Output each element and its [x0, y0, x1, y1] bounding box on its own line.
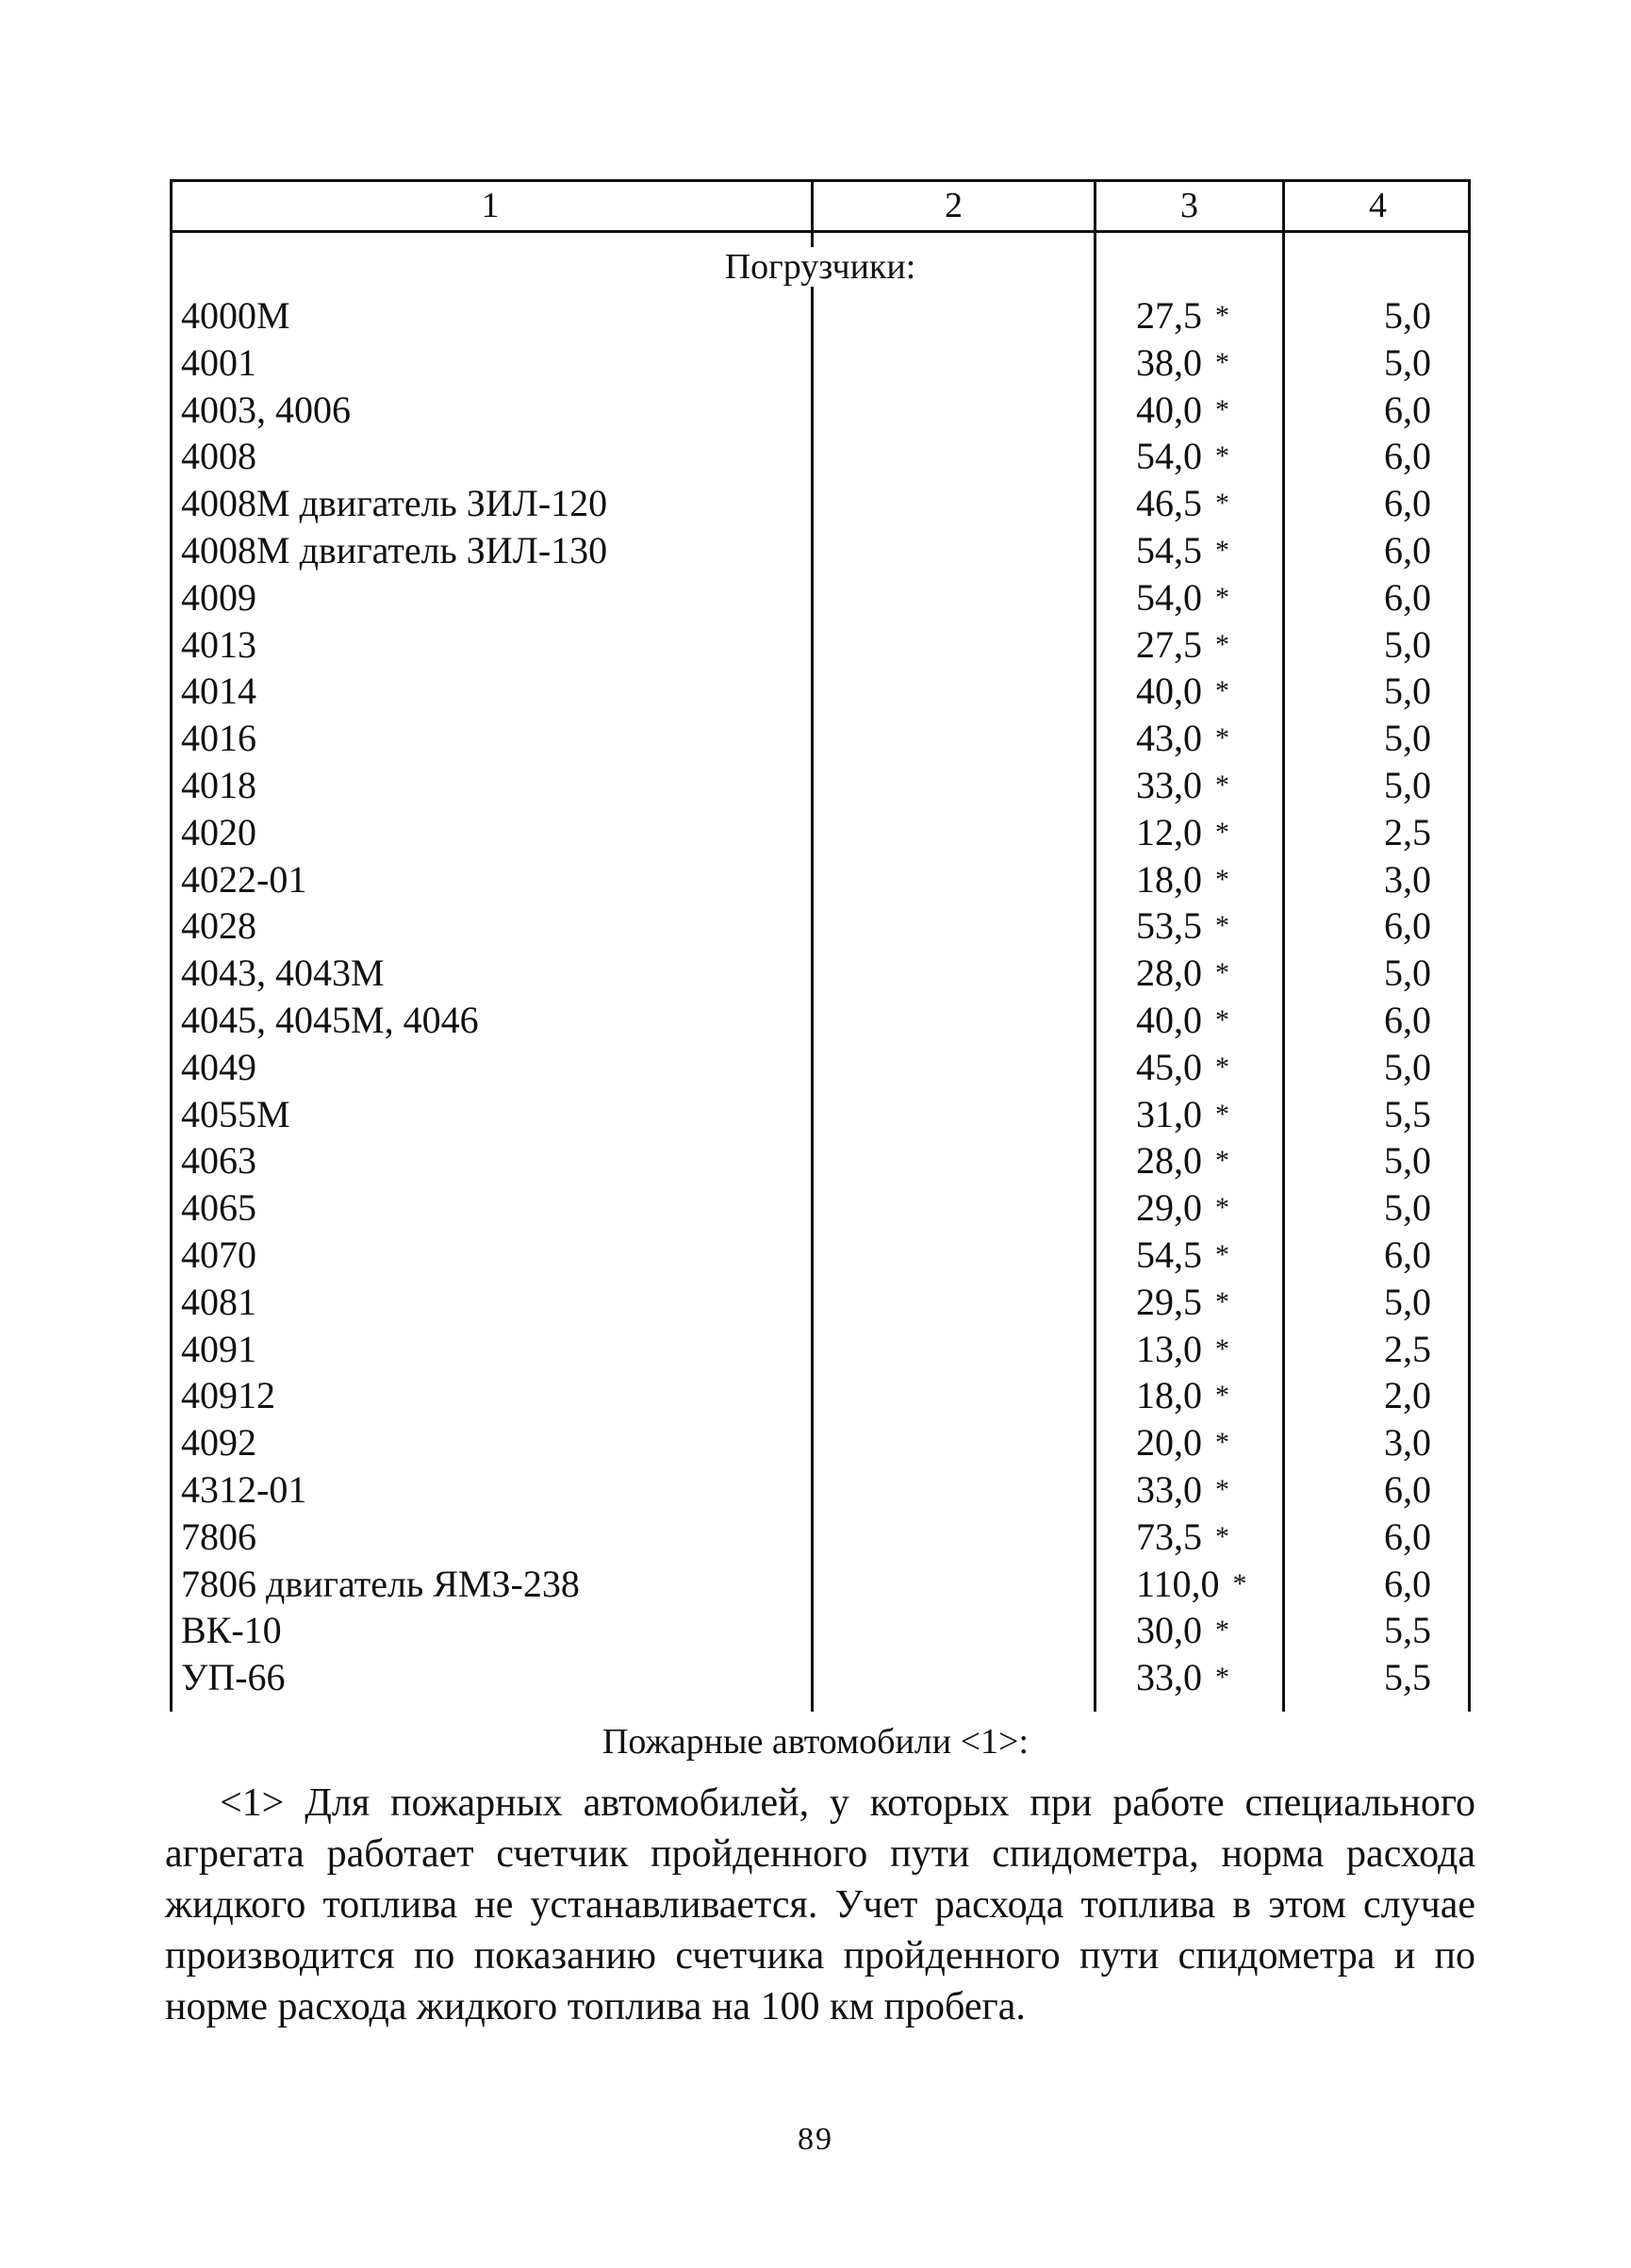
extra-norm-cell: 5,5 [1384, 1092, 1431, 1135]
asterisk-mark: * [1215, 910, 1229, 942]
norm-value: 18,0 [1136, 1374, 1202, 1417]
asterisk-mark: * [1215, 1003, 1229, 1035]
asterisk-mark: * [1215, 1614, 1229, 1647]
extra-norm-cell: 5,5 [1384, 1609, 1431, 1652]
norm-value: 29,5 [1136, 1280, 1202, 1323]
model-cell: 4008М двигатель ЗИЛ-130 [181, 528, 608, 571]
norm-cell [1136, 574, 1315, 621]
table-row [170, 387, 1471, 434]
extra-norm-cell: 5,0 [1384, 670, 1431, 713]
model-cell: УП-66 [181, 1656, 286, 1699]
norm-cell [1136, 1184, 1315, 1232]
model-cell: 4045, 4045М, 4046 [181, 998, 479, 1041]
table-row [170, 809, 1471, 856]
norm-cell [1136, 387, 1315, 434]
column-header-2: 2 [945, 186, 963, 225]
asterisk-mark: * [1215, 1098, 1229, 1130]
column-header-1: 1 [481, 186, 500, 225]
asterisk-mark: * [1215, 534, 1229, 566]
asterisk-mark: * [1215, 300, 1229, 331]
norm-cell [1136, 1279, 1315, 1326]
column-header-4: 4 [1369, 186, 1387, 225]
model-cell: 4020 [181, 810, 256, 853]
norm-cell [1136, 433, 1315, 480]
extra-norm-cell: 2,5 [1384, 810, 1431, 853]
model-cell: 4049 [181, 1045, 256, 1088]
norm-cell [1136, 856, 1315, 903]
table-row [170, 292, 1471, 339]
extra-norm-cell: 6,0 [1384, 388, 1431, 431]
asterisk-mark: * [1215, 816, 1229, 848]
asterisk-mark: * [1215, 769, 1229, 801]
section-title [170, 243, 1471, 290]
norm-value: 33,0 [1136, 763, 1202, 806]
extra-norm-cell: 5,0 [1384, 294, 1431, 337]
norm-value: 110,0 [1136, 1562, 1220, 1605]
table-row [170, 480, 1471, 527]
norm-cell [1136, 1607, 1315, 1654]
norm-value: 33,0 [1136, 1656, 1202, 1699]
asterisk-mark: * [1215, 1333, 1229, 1365]
norm-cell [1136, 1654, 1315, 1701]
asterisk-mark: * [1232, 1567, 1247, 1599]
table-row [170, 1279, 1471, 1326]
norm-cell [1136, 762, 1315, 809]
norm-cell [1136, 1561, 1315, 1608]
norm-value: 13,0 [1136, 1327, 1202, 1370]
norm-cell [1136, 997, 1315, 1044]
extra-norm-cell: 6,0 [1384, 435, 1431, 478]
model-cell: 4000М [181, 294, 290, 337]
model-cell: 4055М [181, 1092, 290, 1135]
table-body [170, 292, 1471, 1701]
asterisk-mark: * [1215, 1238, 1229, 1270]
norm-cell [1136, 715, 1315, 762]
norm-value: 40,0 [1136, 998, 1202, 1041]
model-cell: 4065 [181, 1186, 256, 1230]
norm-cell [1136, 1232, 1315, 1279]
norm-value: 12,0 [1136, 810, 1202, 853]
norm-value: 54,0 [1136, 575, 1202, 619]
norm-value: 28,0 [1136, 952, 1202, 995]
asterisk-mark: * [1215, 488, 1229, 520]
page-number: 89 [798, 2122, 833, 2157]
norm-value: 54,5 [1136, 1233, 1202, 1276]
table-row [170, 715, 1471, 762]
model-cell: 4070 [181, 1233, 256, 1276]
model-cell: 4063 [181, 1139, 256, 1183]
norm-value: 46,5 [1136, 482, 1202, 525]
extra-norm-cell: 5,0 [1384, 340, 1431, 384]
model-cell: 4028 [181, 904, 256, 948]
model-cell: 4008 [181, 435, 256, 478]
extra-norm-cell: 6,0 [1384, 998, 1431, 1041]
model-cell: 4016 [181, 717, 256, 760]
norm-value: 27,5 [1136, 622, 1202, 666]
norm-value: 40,0 [1136, 670, 1202, 713]
norm-cell [1136, 621, 1315, 669]
column-header-3: 3 [1180, 186, 1198, 225]
extra-norm-cell: 5,0 [1384, 717, 1431, 760]
model-cell: 4091 [181, 1327, 256, 1370]
norm-cell [1136, 480, 1315, 527]
table-row [170, 339, 1471, 387]
table-row [170, 1466, 1471, 1514]
asterisk-mark: * [1215, 1285, 1229, 1317]
table-row [170, 1326, 1471, 1373]
norm-cell [1136, 1137, 1315, 1184]
asterisk-mark: * [1215, 1662, 1229, 1694]
norm-value: 20,0 [1136, 1421, 1202, 1465]
table-top-border [170, 179, 1471, 182]
extra-norm-cell: 2,0 [1384, 1374, 1431, 1417]
model-cell: 4014 [181, 670, 256, 713]
norm-value: 27,5 [1136, 294, 1202, 337]
asterisk-mark: * [1215, 675, 1229, 707]
norm-cell [1136, 1044, 1315, 1091]
norm-cell [1136, 1514, 1315, 1561]
norm-value: 54,0 [1136, 435, 1202, 478]
asterisk-mark: * [1215, 628, 1229, 660]
table-row [170, 902, 1471, 950]
extra-norm-cell: 3,0 [1384, 857, 1431, 901]
extra-norm-cell: 5,0 [1384, 1280, 1431, 1323]
table-row [170, 574, 1471, 621]
norm-cell [1136, 339, 1315, 387]
asterisk-mark: * [1215, 393, 1229, 425]
extra-norm-cell: 5,0 [1384, 622, 1431, 666]
table-row [170, 1232, 1471, 1279]
model-cell: 40912 [181, 1374, 275, 1417]
table-row [170, 621, 1471, 669]
asterisk-mark: * [1215, 863, 1229, 895]
model-cell: 4092 [181, 1421, 256, 1465]
asterisk-mark: * [1215, 1427, 1229, 1459]
norm-cell [1136, 668, 1315, 715]
norm-cell [1136, 292, 1315, 339]
norm-value: 33,0 [1136, 1467, 1202, 1511]
table-row [170, 1372, 1471, 1419]
extra-norm-cell: 5,0 [1384, 1139, 1431, 1183]
model-cell: 4081 [181, 1280, 256, 1323]
extra-norm-cell: 6,0 [1384, 575, 1431, 619]
extra-norm-cell: 5,5 [1384, 1656, 1431, 1699]
norm-cell [1136, 1419, 1315, 1466]
extra-norm-cell: 6,0 [1384, 528, 1431, 571]
footnote: <1> Для пожарных автомобилей, у которых при работе специального агрегата работает счетчик пройденного пути спидометра, норма расхода жидкого топлива не устанавливается. Учет расхода топлива в этом случае производится по показанию счетчика пройденного пути спидометра и по норме расхода жидкого топлива на 100 км пробега. [165, 1781, 1475, 2028]
asterisk-mark: * [1215, 440, 1229, 472]
table-row [170, 997, 1471, 1044]
model-cell: 4001 [181, 340, 256, 384]
asterisk-mark: * [1215, 1051, 1229, 1083]
table-row [170, 1184, 1471, 1232]
norm-cell [1136, 527, 1315, 574]
table-row [170, 950, 1471, 997]
norm-cell [1136, 1372, 1315, 1419]
norm-value: 28,0 [1136, 1139, 1202, 1183]
norm-cell [1136, 809, 1315, 856]
model-cell: ВК-10 [181, 1609, 282, 1652]
header-bottom-border [170, 230, 1471, 233]
asterisk-mark: * [1215, 1145, 1229, 1177]
asterisk-mark: * [1215, 1380, 1229, 1412]
norm-value: 45,0 [1136, 1045, 1202, 1088]
asterisk-mark: * [1215, 1192, 1229, 1224]
table-row [170, 527, 1471, 574]
extra-norm-cell: 6,0 [1384, 1467, 1431, 1511]
table-row [170, 762, 1471, 809]
asterisk-mark: * [1215, 346, 1229, 378]
norm-value: 31,0 [1136, 1092, 1202, 1135]
model-cell: 4018 [181, 763, 256, 806]
model-cell: 4009 [181, 575, 256, 619]
asterisk-mark: * [1215, 1520, 1229, 1552]
norm-cell [1136, 1091, 1315, 1138]
model-cell: 7806 [181, 1515, 256, 1558]
asterisk-mark: * [1215, 1473, 1229, 1505]
model-cell: 4022-01 [181, 857, 307, 901]
table-row [170, 856, 1471, 903]
norm-cell [1136, 1466, 1315, 1514]
norm-value: 53,5 [1136, 904, 1202, 948]
extra-norm-cell: 5,0 [1384, 1186, 1431, 1230]
table-row [170, 1561, 1471, 1608]
section-title-text: Погрузчики: [721, 247, 920, 287]
model-cell: 4008М двигатель ЗИЛ-120 [181, 482, 608, 525]
norm-value: 29,0 [1136, 1186, 1202, 1230]
fuel-norms-table [170, 179, 1471, 1712]
norm-value: 30,0 [1136, 1609, 1202, 1652]
norm-cell [1136, 950, 1315, 997]
norm-value: 38,0 [1136, 340, 1202, 384]
table-row [170, 1514, 1471, 1561]
norm-cell [1136, 1326, 1315, 1373]
model-cell: 7806 двигатель ЯМЗ-238 [181, 1562, 580, 1605]
norm-value: 73,5 [1136, 1515, 1202, 1558]
table-row [170, 1091, 1471, 1138]
asterisk-mark: * [1215, 957, 1229, 989]
model-cell: 4312-01 [181, 1467, 307, 1511]
table-row [170, 1419, 1471, 1466]
table-row [170, 1044, 1471, 1091]
extra-norm-cell: 3,0 [1384, 1421, 1431, 1465]
norm-value: 18,0 [1136, 857, 1202, 901]
norm-value: 54,5 [1136, 528, 1202, 571]
extra-norm-cell: 5,0 [1384, 1045, 1431, 1088]
norm-value: 40,0 [1136, 388, 1202, 431]
extra-norm-cell: 5,0 [1384, 763, 1431, 806]
extra-norm-cell: 6,0 [1384, 904, 1431, 948]
table-row [170, 1137, 1471, 1184]
table-row [170, 433, 1471, 480]
table-row [170, 668, 1471, 715]
extra-norm-cell: 5,0 [1384, 952, 1431, 995]
asterisk-mark: * [1215, 581, 1229, 613]
table-row [170, 1607, 1471, 1654]
asterisk-mark: * [1215, 722, 1229, 754]
table-row [170, 1654, 1471, 1701]
fire-trucks-caption: Пожарные автомобили <1>: [601, 1722, 1030, 1762]
norm-cell [1136, 902, 1315, 950]
extra-norm-cell: 6,0 [1384, 482, 1431, 525]
extra-norm-cell: 6,0 [1384, 1233, 1431, 1276]
norm-value: 43,0 [1136, 717, 1202, 760]
extra-norm-cell: 2,5 [1384, 1327, 1431, 1370]
extra-norm-cell: 6,0 [1384, 1562, 1431, 1605]
model-cell: 4013 [181, 622, 256, 666]
extra-norm-cell: 6,0 [1384, 1515, 1431, 1558]
model-cell: 4043, 4043М [181, 952, 385, 995]
model-cell: 4003, 4006 [181, 388, 351, 431]
